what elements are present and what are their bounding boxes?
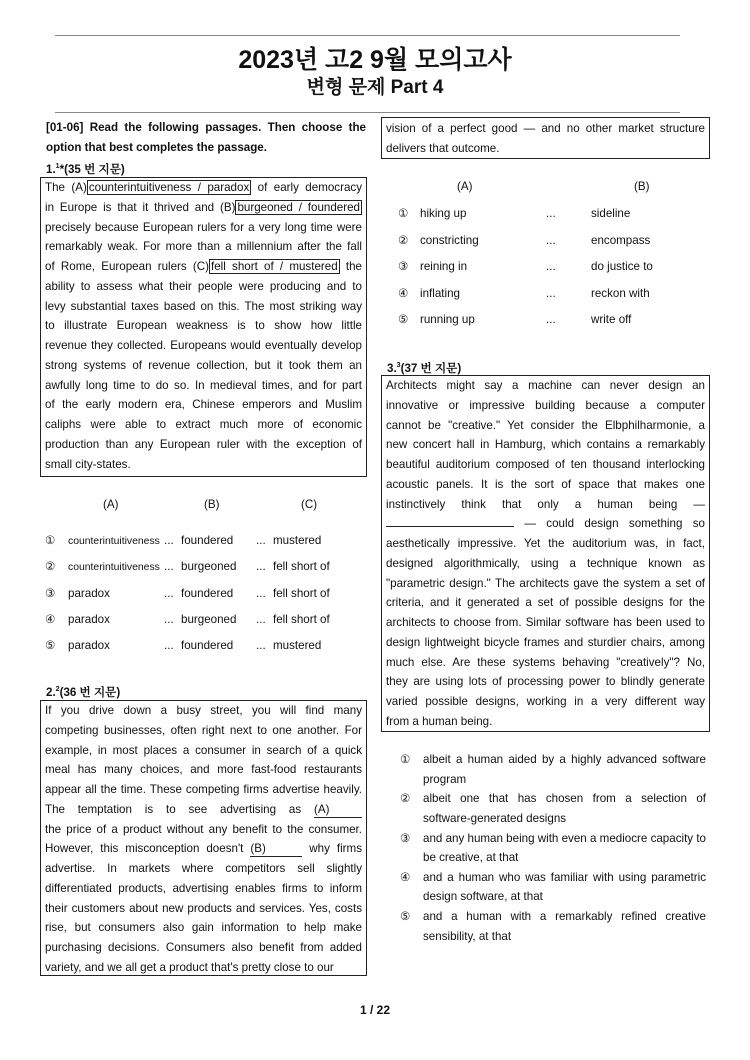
passage-line: ability to assess what their people were producing and to	[45, 279, 362, 293]
option-number: ④	[400, 870, 411, 884]
passage-line: they are using lots of processing power to blindly generate	[386, 675, 705, 689]
column-header: (C)	[301, 498, 318, 511]
passage-text: the	[339, 260, 362, 273]
page-number: 1 / 22	[359, 1003, 391, 1017]
instructions-line: option that best completes the passage.	[46, 140, 267, 154]
answer-option[interactable]	[400, 868, 706, 907]
ellipsis: ...	[256, 586, 266, 600]
passage-line: appear all the time. These competing firms advertise heavily.	[45, 783, 362, 796]
passage-line: meal has many choices, and more fast-food restaurants	[45, 763, 362, 777]
answer-choice-box: counterintuitiveness / paradox	[88, 181, 250, 194]
passage-line: vision of a perfect good — and no other market structure	[386, 122, 705, 135]
option-b: do justice to	[591, 260, 653, 273]
option-a: reining in	[420, 260, 468, 273]
option-text: and any human being with even a mediocre capacity to be creative, at that	[423, 831, 706, 865]
passage-line: aesthetically impressive. Yet the auditorium was, in fact,	[386, 537, 705, 550]
passage-line: new concert hall in Hamburg, which contains a remarkably	[386, 438, 705, 452]
option-number: ①	[398, 207, 409, 220]
ellipsis: ...	[546, 233, 556, 247]
option-b: foundered	[181, 586, 234, 600]
column-header: (A)	[103, 498, 119, 511]
passage-line: small city-states.	[45, 457, 131, 471]
passage-line: cannot be "creative." Yet consider the Elbphilharmonie, a	[386, 418, 705, 432]
option-number: ⑤	[45, 639, 56, 653]
passage-line: architects to choose from. Similar software has been used to	[386, 616, 705, 629]
passage-line: If you drive down a busy street, you will find many	[45, 704, 362, 717]
passage-line: designed algorithmically, using a technique known as	[386, 556, 705, 570]
option-b: foundered	[181, 639, 234, 653]
passage-text: The temptation is to see advertising as	[45, 802, 314, 816]
passage-text: of early democracy	[251, 181, 362, 194]
passage-line: varied possible designs, working in a very different way	[386, 695, 705, 708]
passage-line: caliphs were able to extract much more of economic	[45, 418, 362, 431]
passage-line: precisely because European rulers for a very long time were	[45, 220, 362, 234]
passage-text: However, this misconception doesn't	[45, 842, 251, 856]
q1-number: 1.	[46, 162, 56, 176]
passage-line: production than any European ruler with the exception of	[45, 437, 362, 451]
q2-footnote: 2	[55, 686, 60, 693]
passage-line: innovative or impressive building because a computer	[386, 398, 705, 412]
ellipsis: ...	[256, 560, 266, 574]
passage-line: "parametric design." The architects gave the system a set of	[386, 576, 705, 590]
passage-line: levy substantial taxes based on this. The most striking way	[45, 299, 362, 313]
ellipsis: ...	[546, 313, 556, 326]
option-c: mustered	[273, 639, 322, 653]
ellipsis: ...	[164, 560, 174, 574]
instructions-line: [01-06] Read the following passages. Then choose the	[46, 121, 366, 134]
answer-option[interactable]	[400, 829, 706, 868]
q3-footnote: 3	[396, 362, 401, 369]
page-subtitle: 변형 문제 Part 4	[306, 77, 444, 98]
passage-line	[386, 514, 705, 534]
column-header: (A)	[457, 180, 473, 193]
option-a: running up	[420, 313, 475, 326]
option-text: and a human with a remarkably refined creative sensibility, at that	[423, 910, 706, 943]
answer-option[interactable]	[400, 907, 706, 946]
ellipsis: ...	[546, 286, 556, 300]
option-number: ②	[398, 233, 409, 247]
passage-line: of the early modern era, Chinese emperors and Muslim	[45, 398, 362, 412]
q3-number: 3.	[387, 361, 397, 375]
option-number: ③	[398, 260, 409, 273]
passage-line: remarkably weak. For more than a millennium after the fall	[45, 240, 362, 254]
option-a: paradox	[68, 586, 110, 600]
column-header: (B)	[204, 498, 220, 511]
ellipsis: ...	[546, 260, 556, 273]
option-b: foundered	[181, 534, 234, 547]
option-number: ⑤	[400, 910, 411, 924]
option-a: hiking up	[420, 207, 467, 220]
q2-source: (36 번 지문)	[59, 685, 121, 699]
option-number: ③	[45, 586, 56, 600]
header-rule	[55, 112, 680, 113]
ellipsis: ...	[546, 207, 556, 220]
passage-line	[45, 198, 362, 218]
passage-line: beautiful auditorium composed of ten thousand interlocking	[386, 458, 705, 471]
ellipsis: ...	[164, 639, 174, 653]
passage-line: Architects might say a machine can never design an	[386, 379, 705, 392]
passage-line: acoustic panels. It is the sort of space that makes one	[386, 477, 705, 491]
answer-choice-box: burgeoned / foundered	[237, 200, 361, 214]
passage-line: to illustrate European weakness is to show how little	[45, 319, 362, 333]
option-number: ⑤	[398, 313, 409, 326]
option-a: inflating	[420, 286, 460, 300]
q2-heading	[46, 680, 120, 702]
option-b: write off	[591, 313, 632, 326]
passage-line: from a human being.	[386, 714, 493, 728]
passage-line: much else. Are these systems behaving "creatively"? No,	[386, 655, 705, 669]
passage-line: revenue they collected. Europeans would eventually develop	[45, 339, 362, 352]
passage-line: rise, but consumers also gain information to help make	[45, 921, 362, 935]
passage-line: the price of a product without any benefit to the consumer.	[45, 822, 362, 836]
q1-heading	[46, 157, 125, 179]
answer-choice-box: fell short of / mustered	[211, 260, 338, 273]
option-a: paradox	[68, 612, 110, 626]
option-number: ④	[45, 612, 56, 626]
answer-option[interactable]	[400, 789, 706, 828]
q2-number: 2.	[46, 685, 56, 699]
option-c: fell short of	[273, 612, 330, 626]
answer-option[interactable]	[400, 750, 706, 789]
passage-line: variety, and we all get a product that's pretty close to our	[45, 960, 334, 974]
option-b: encompass	[591, 233, 651, 247]
passage-text: of Rome, European rulers (C)	[45, 260, 210, 273]
q3-passage	[381, 375, 710, 732]
option-c: fell short of	[273, 560, 330, 574]
option-number: ①	[45, 534, 56, 547]
option-c: fell short of	[273, 586, 330, 600]
ellipsis: ...	[256, 639, 266, 653]
passage-line: example, in most places a consumer in search of a quick	[45, 743, 362, 757]
instructions	[46, 118, 366, 157]
option-text: and a human who was familiar with using parametric design software, at that	[423, 870, 706, 904]
passage-line: advertise. In markets where competitors sell slightly	[45, 862, 362, 875]
page-title: 2023년 고2 9월 모의고사	[238, 46, 512, 74]
option-text: albeit one that has chosen from a selection of software-generated designs	[423, 792, 706, 825]
ellipsis: ...	[256, 612, 266, 626]
passage-text: The (A)	[45, 181, 87, 194]
ellipsis: ...	[256, 534, 266, 547]
blank-line: (A)	[314, 803, 362, 818]
q1-source: *(35 번 지문)	[59, 162, 125, 176]
passage-text: in Europe is that it thrived and (B)	[45, 200, 236, 214]
option-number: ②	[400, 792, 411, 806]
passage-line	[45, 178, 362, 198]
passage-line: delivers that outcome.	[386, 141, 500, 155]
ellipsis: ...	[164, 612, 174, 626]
passage-line	[45, 257, 362, 277]
option-a: counterintuitiveness	[68, 562, 160, 574]
passage-line	[45, 839, 362, 859]
q3-source: (37 번 지문)	[400, 361, 462, 375]
blank-line	[386, 526, 514, 527]
q1-passage	[40, 177, 367, 477]
option-a: paradox	[68, 639, 110, 653]
option-a: counterintuitiveness	[68, 536, 160, 547]
passage-line: differentiated products, advertising enables firms to inform	[45, 881, 362, 895]
option-b: sideline	[591, 207, 631, 220]
blank-line: (B)	[250, 842, 302, 857]
passage-line: criteria, and it generated a set of possible designs for the	[386, 596, 705, 610]
q2-passage-continued	[381, 117, 710, 159]
passage-line: awfully long time to do so. In medieval times, and for part	[45, 378, 362, 392]
q1-footnote: 1	[55, 163, 60, 170]
option-number: ④	[398, 286, 409, 300]
option-a: constricting	[420, 233, 479, 247]
option-number: ①	[400, 753, 411, 766]
top-rule	[55, 35, 680, 36]
q2-passage	[40, 700, 367, 976]
passage-line: strong systems of revenue collection, but it took them an	[45, 358, 362, 372]
passage-line	[45, 800, 362, 820]
option-text: albeit a human aided by a highly advanced software program	[423, 753, 706, 786]
option-number: ②	[45, 560, 56, 574]
option-b: burgeoned	[181, 560, 237, 574]
option-b: burgeoned	[181, 612, 237, 626]
passage-text: — could design something so	[514, 517, 705, 531]
ellipsis: ...	[164, 534, 174, 547]
option-c: mustered	[273, 534, 322, 547]
ellipsis: ...	[164, 586, 174, 600]
passage-text: why firms	[302, 842, 362, 856]
passage-line: design lightweight bicycle frames and sturdier chairs, among	[386, 635, 705, 649]
passage-line: their customers about new products and services. Yes, costs	[45, 901, 362, 915]
option-number: ③	[400, 831, 411, 845]
passage-line: instinctively think that only a human being —	[386, 497, 705, 511]
passage-line: purchasing decisions. Consumers also benefit from added	[45, 941, 362, 954]
option-b: reckon with	[591, 286, 650, 300]
column-header: (B)	[634, 180, 650, 193]
passage-line: competing businesses, often right next to one another. For	[45, 723, 362, 737]
